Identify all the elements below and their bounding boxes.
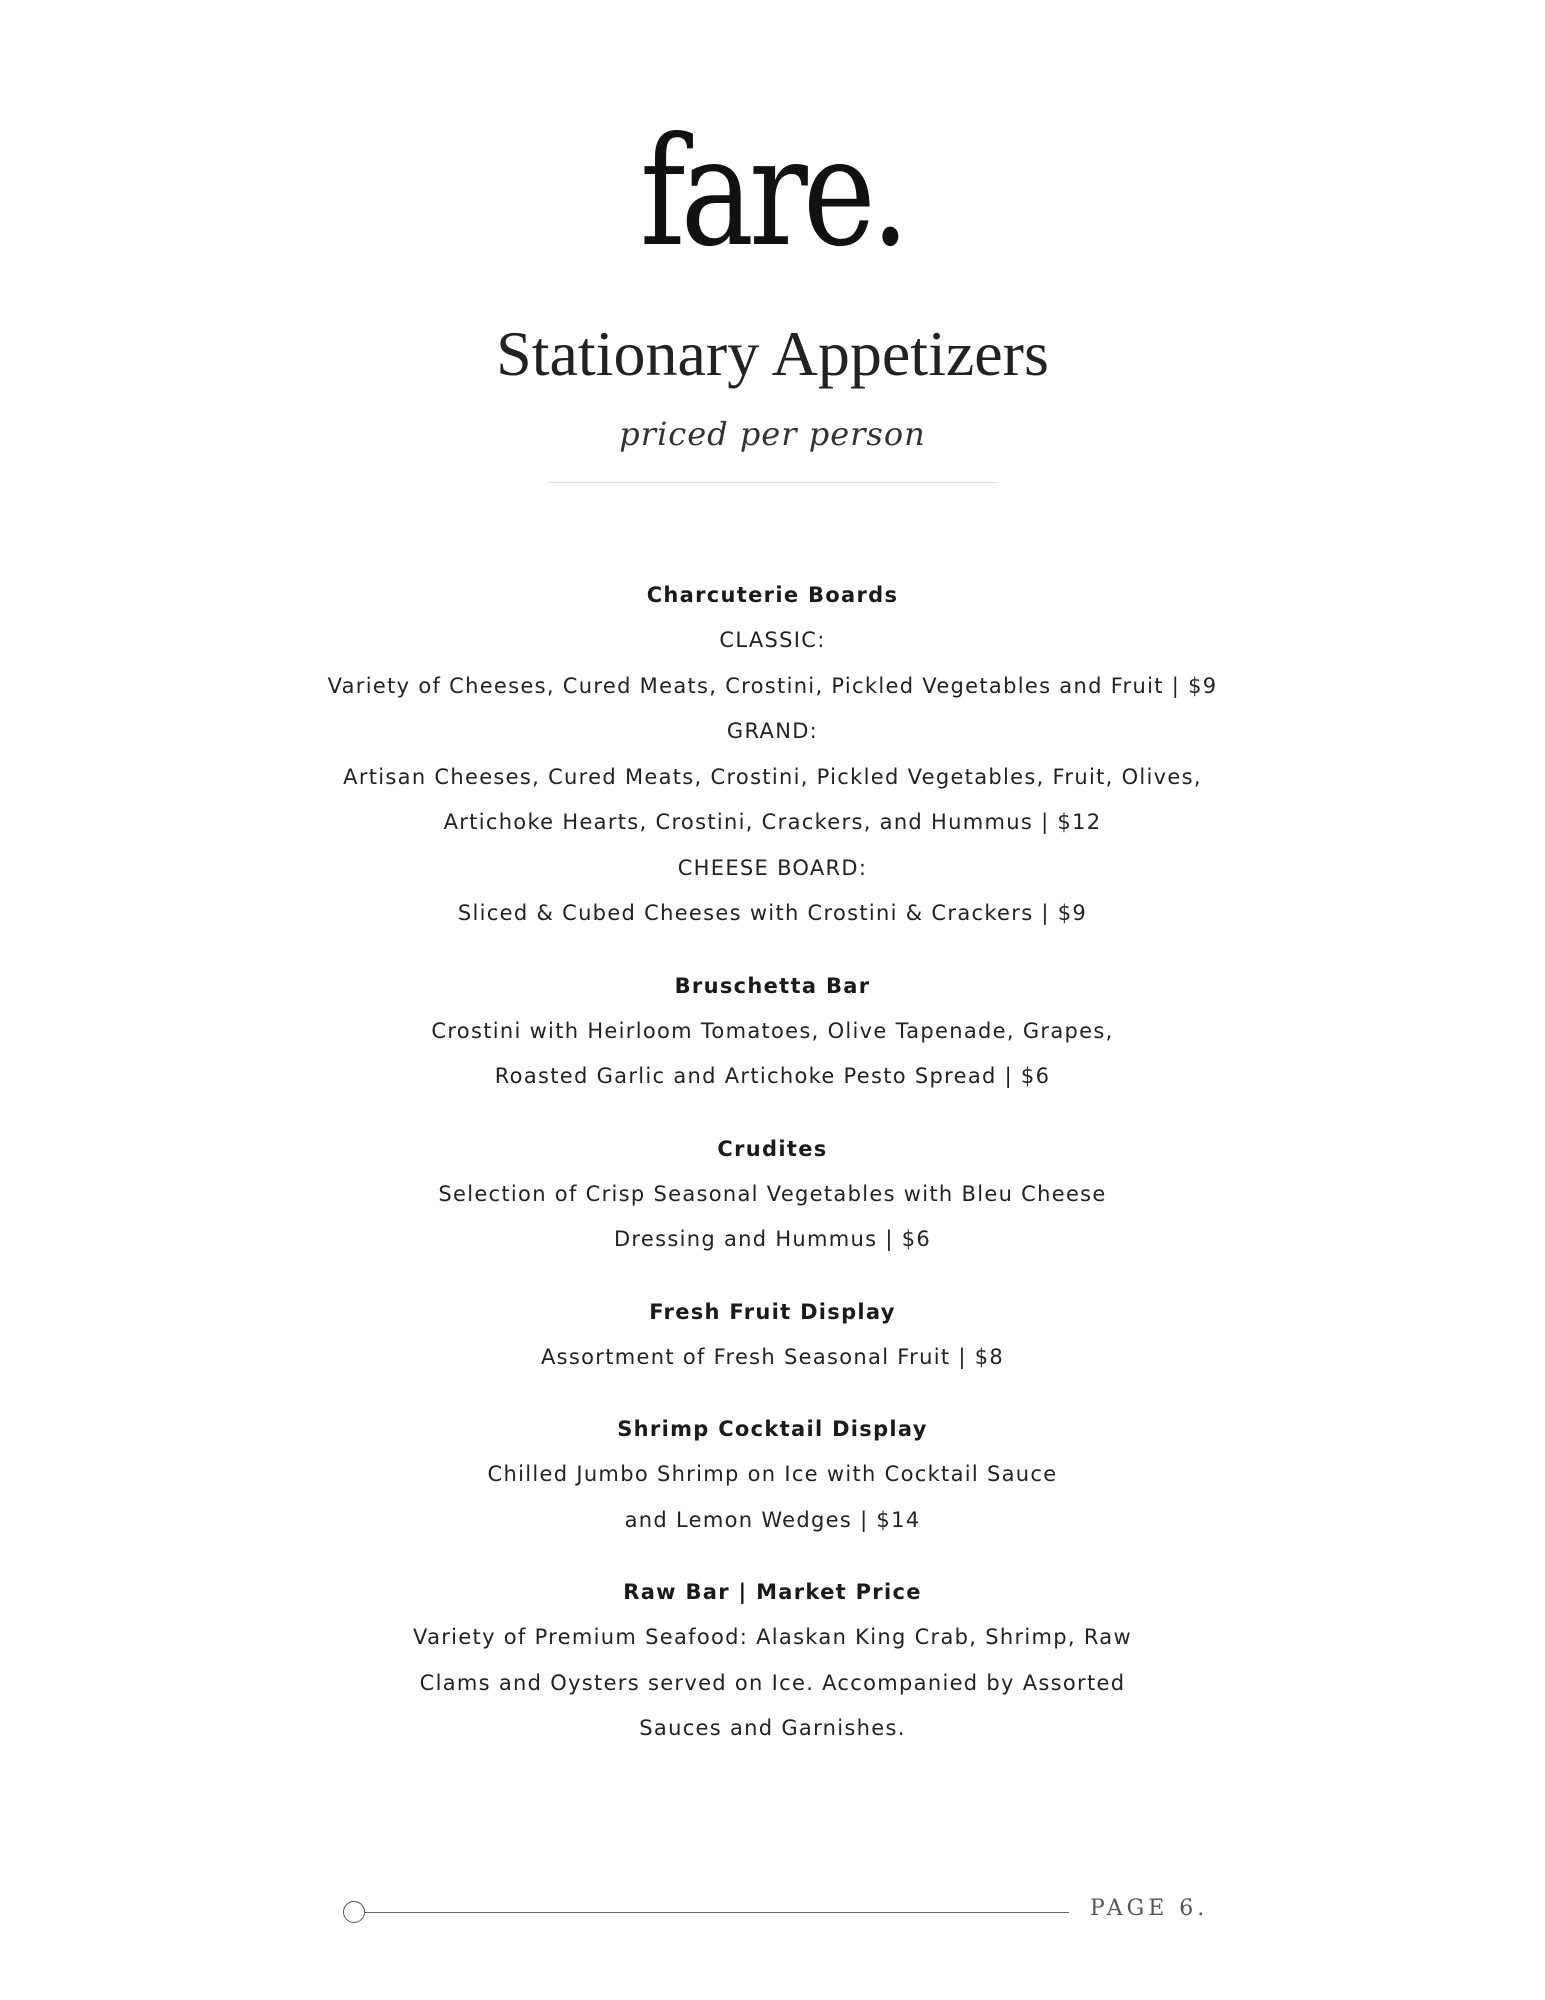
title-divider bbox=[548, 482, 998, 483]
section-line: Variety of Premium Seafood: Alaskan King Crab, Shrimp, Raw bbox=[413, 1625, 1132, 1649]
section-line: Dressing and Hummus | $6 bbox=[613, 1227, 932, 1251]
section-line: GRAND: bbox=[726, 719, 819, 743]
section-heading: Charcuterie Boards bbox=[646, 583, 899, 607]
section-line: Crostini with Heirloom Tomatoes, Olive Tapenade, Grapes, bbox=[431, 1018, 1114, 1043]
page-number: PAGE 6. bbox=[1090, 1896, 1209, 1921]
section-line: Sauces and Garnishes. bbox=[639, 1716, 906, 1740]
footer-divider bbox=[365, 1912, 1069, 1913]
section-line: Assortment of Fresh Seasonal Fruit | $8 bbox=[540, 1344, 1005, 1369]
page-subtitle: priced per person bbox=[619, 415, 926, 453]
menu-section bbox=[0, 1406, 1545, 1543]
section-line: Clams and Oysters served on Ice. Accompanied by Assorted bbox=[419, 1670, 1126, 1695]
section-line: CLASSIC: bbox=[719, 628, 826, 652]
section-line: and Lemon Wedges | $14 bbox=[624, 1507, 921, 1532]
menu-section bbox=[0, 1569, 1545, 1752]
section-heading: Shrimp Cocktail Display bbox=[617, 1417, 928, 1441]
menu-section bbox=[0, 572, 1545, 937]
section-line: Selection of Crisp Seasonal Vegetables with Bleu Cheese bbox=[438, 1181, 1107, 1206]
section-heading: Bruschetta Bar bbox=[674, 973, 871, 998]
section-heading: Raw Bar | Market Price bbox=[623, 1580, 922, 1604]
menu-section bbox=[0, 963, 1545, 1100]
menu-list bbox=[0, 572, 1545, 1778]
menu-section bbox=[0, 1126, 1545, 1263]
menu-section bbox=[0, 1289, 1545, 1381]
section-heading: Fresh Fruit Display bbox=[649, 1299, 896, 1324]
section-line: Roasted Garlic and Artichoke Pesto Spread | $6 bbox=[494, 1064, 1051, 1088]
section-line: Variety of Cheeses, Cured Meats, Crostini, Pickled Vegetables and Fruit | $9 bbox=[327, 673, 1218, 698]
section-line: Artichoke Hearts, Crostini, Crackers, and Hummus | $12 bbox=[443, 810, 1102, 834]
page-title: Stationary Appetizers bbox=[496, 318, 1049, 389]
footer-circle-icon bbox=[343, 1901, 365, 1923]
section-line: Sliced & Cubed Cheeses with Crostini & Crackers | $9 bbox=[457, 901, 1088, 925]
section-line: Chilled Jumbo Shrimp on Ice with Cocktail Sauce bbox=[487, 1462, 1058, 1486]
section-heading: Crudites bbox=[717, 1136, 828, 1161]
brand-logo: fare. bbox=[640, 106, 905, 280]
section-line: CHEESE BOARD: bbox=[677, 855, 868, 880]
section-line: Artisan Cheeses, Cured Meats, Crostini, Pickled Vegetables, Fruit, Olives, bbox=[343, 764, 1202, 789]
